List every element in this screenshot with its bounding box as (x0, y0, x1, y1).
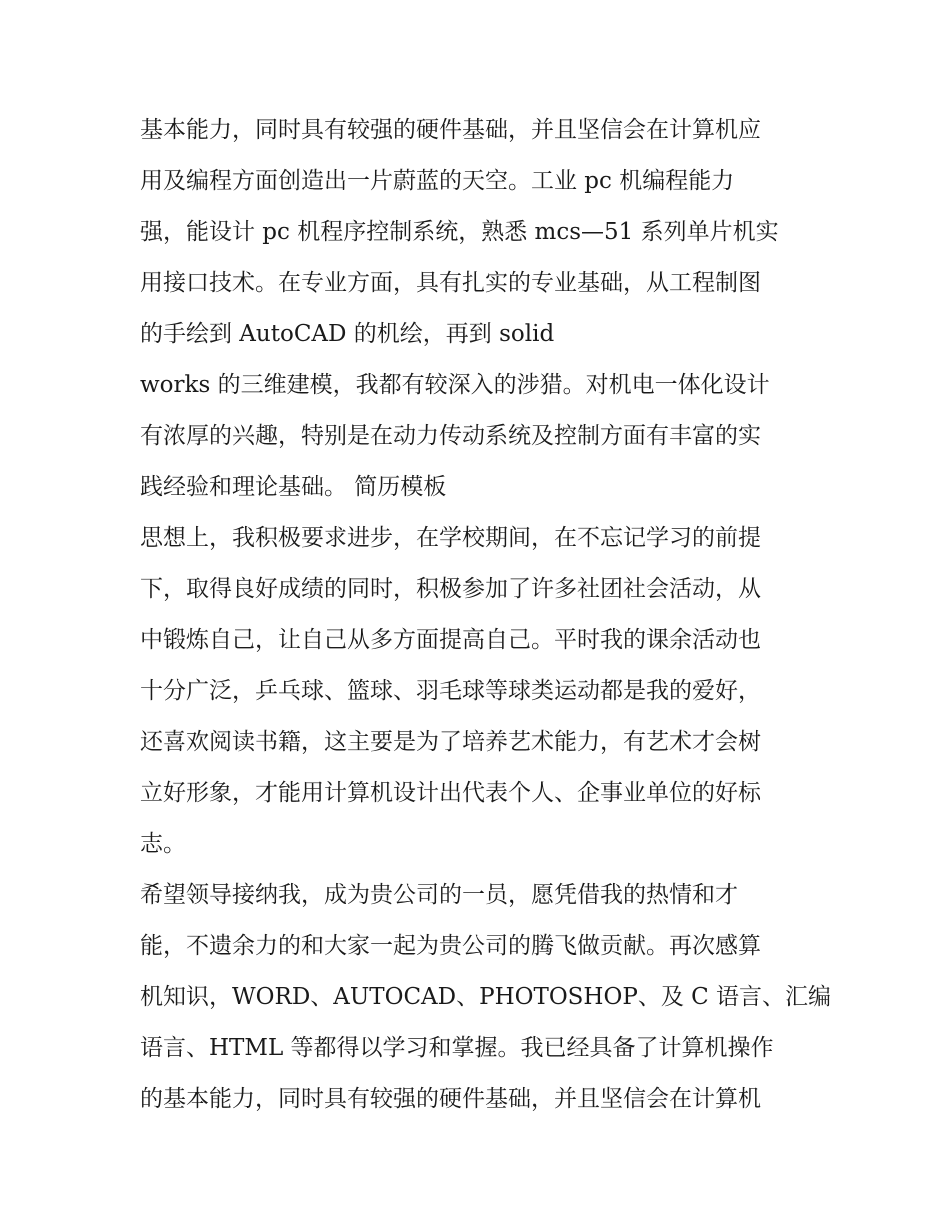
text-line: 践经验和理论基础。 简历模板 (140, 474, 447, 500)
text-line: 下，取得良好成绩的同时，积极参加了许多社团社会活动，从 (140, 576, 761, 602)
text-line: 中锻炼自己，让自己从多方面提高自己。平时我的课余活动也 (140, 627, 761, 653)
text-line: 十分广泛，乒乓球、篮球、羽毛球等球类运动都是我的爱好， (140, 678, 761, 704)
text-line: 语言、HTML 等都得以学习和掌握。我已经具备了计算机操作 (140, 1035, 774, 1061)
document-body (140, 105, 832, 1125)
text-line: works 的三维建模，我都有较深入的涉猎。对机电一体化设计 (140, 372, 770, 398)
text-line: 希望领导接纳我，成为贵公司的一员，愿凭借我的热情和才 (140, 882, 738, 908)
text-line: 思想上，我积极要求进步，在学校期间，在不忘记学习的前提 (140, 525, 761, 551)
text-line: 用接口技术。在专业方面，具有扎实的专业基础，从工程制图 (140, 270, 761, 296)
text-line: 强，能设计 pc 机程序控制系统，熟悉 mcs—51 系列单片机实 (140, 219, 779, 245)
text-line: 基本能力，同时具有较强的硬件基础，并且坚信会在计算机应 (140, 117, 761, 143)
text-line: 能，不遗余力的和大家一起为贵公司的腾飞做贡献。再次感算 (140, 933, 761, 959)
text-line: 的基本能力，同时具有较强的硬件基础，并且坚信会在计算机 (140, 1086, 761, 1112)
text-line: 立好形象，才能用计算机设计出代表个人、企事业单位的好标 (140, 780, 761, 806)
text-line: 用及编程方面创造出一片蔚蓝的天空。工业 pc 机编程能力 (140, 168, 735, 194)
text-line: 志。 (140, 831, 186, 857)
text-line: 机知识，WORD、AUTOCAD、PHOTOSHOP、及 C 语言、汇编 (140, 984, 832, 1010)
text-line: 的手绘到 AutoCAD 的机绘，再到 solid (140, 321, 555, 347)
text-line: 还喜欢阅读书籍，这主要是为了培养艺术能力，有艺术才会树 (140, 729, 761, 755)
text-line: 有浓厚的兴趣，特别是在动力传动系统及控制方面有丰富的实 (140, 423, 761, 449)
